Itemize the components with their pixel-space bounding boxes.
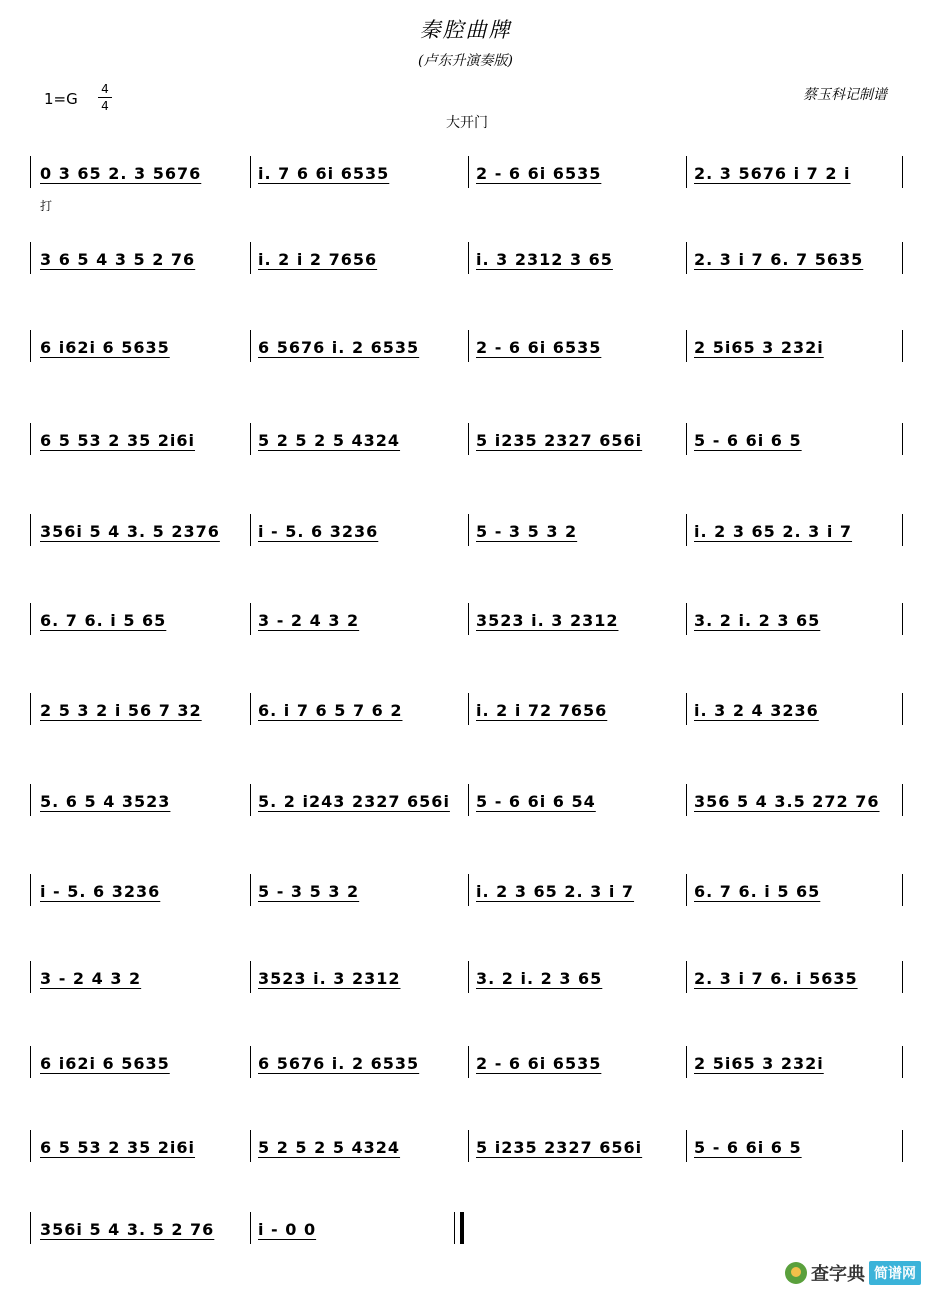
barline — [468, 693, 469, 725]
staff-row — [0, 1046, 931, 1086]
barline — [30, 784, 31, 816]
barline — [250, 1130, 251, 1162]
barline — [468, 1046, 469, 1078]
watermark-tag: 简谱网 — [869, 1261, 921, 1285]
measure: i. 3 2 4 3236 — [694, 701, 819, 720]
barline — [460, 1212, 464, 1244]
staff-row — [0, 330, 931, 370]
barline — [902, 1046, 903, 1078]
barline — [902, 874, 903, 906]
measure: i. 2 i 2 7656 — [258, 250, 378, 269]
staff-row — [0, 1130, 931, 1170]
measure: 6 5 53 2 35 2i6i — [40, 1138, 196, 1157]
measure: 6 5676 i. 2 6535 — [258, 338, 420, 357]
barline — [30, 156, 31, 188]
measure: 356i 5 4 3. 5 2 76 — [40, 1220, 215, 1239]
time-signature — [98, 82, 112, 113]
measure: 3523 i. 3 2312 — [258, 969, 401, 988]
barline — [30, 603, 31, 635]
measure: 6. 7 6. i 5 65 — [694, 882, 821, 901]
barline — [30, 242, 31, 274]
time-signature-bottom: 4 — [101, 99, 109, 113]
measure: 3. 2 i. 2 3 65 — [694, 611, 821, 630]
measure: 5 2 5 2 5 4324 — [258, 1138, 401, 1157]
barline — [902, 1130, 903, 1162]
barline — [686, 961, 687, 993]
measure: 3523 i. 3 2312 — [476, 611, 619, 630]
barline — [250, 693, 251, 725]
time-signature-top: 4 — [101, 82, 109, 96]
measure: 2. 3 i 7 6. 7 5635 — [694, 250, 864, 269]
measure: 0 3 65 2. 3 5676 — [40, 164, 202, 183]
staff-row — [0, 693, 931, 733]
barline — [468, 514, 469, 546]
barline — [250, 874, 251, 906]
measure: 5 i235 2327 656i — [476, 431, 643, 450]
key-signature: 1=G — [44, 90, 78, 108]
staff-row — [0, 1212, 931, 1252]
barline — [30, 514, 31, 546]
barline — [902, 693, 903, 725]
barline — [30, 1046, 31, 1078]
measure: 6. i 7 6 5 7 6 2 — [258, 701, 403, 720]
barline — [30, 330, 31, 362]
measure: 5 - 6 6i 6 54 — [476, 792, 596, 811]
measure: i. 3 2312 3 65 — [476, 250, 613, 269]
barline — [686, 693, 687, 725]
measure: 6 5676 i. 2 6535 — [258, 1054, 420, 1073]
measure: 3 - 2 4 3 2 — [258, 611, 360, 630]
barline — [686, 1130, 687, 1162]
staff-row — [0, 242, 931, 282]
measure: i. 2 3 65 2. 3 i 7 — [694, 522, 853, 541]
measure: 5 i235 2327 656i — [476, 1138, 643, 1157]
measure: 5 - 6 6i 6 5 — [694, 431, 802, 450]
measure: 2 - 6 6i 6535 — [476, 338, 602, 357]
piece-name: 大开门 — [446, 115, 488, 131]
measure: 5. 6 5 4 3523 — [40, 792, 171, 811]
measure: 6 5 53 2 35 2i6i — [40, 431, 196, 450]
barline — [902, 423, 903, 455]
percussion-marking: 打 — [40, 199, 53, 213]
measure: 2 5i65 3 232i — [694, 338, 824, 357]
measure: 3. 2 i. 2 3 65 — [476, 969, 603, 988]
barline — [686, 330, 687, 362]
barline — [902, 514, 903, 546]
barline — [30, 874, 31, 906]
measure: 5 - 3 5 3 2 — [258, 882, 360, 901]
measure: 2. 3 i 7 6. i 5635 — [694, 969, 858, 988]
barline — [30, 423, 31, 455]
measure: i. 7 6 6i 6535 — [258, 164, 390, 183]
barline — [686, 242, 687, 274]
barline — [468, 874, 469, 906]
staff-row — [0, 784, 931, 824]
measure: 3 6 5 4 3 5 2 76 — [40, 250, 196, 269]
barline — [250, 330, 251, 362]
barline — [250, 961, 251, 993]
measure: 2 - 6 6i 6535 — [476, 1054, 602, 1073]
measure: 356i 5 4 3. 5 2376 — [40, 522, 220, 541]
measure: i. 2 i 72 7656 — [476, 701, 608, 720]
barline — [250, 156, 251, 188]
measure: i. 2 3 65 2. 3 i 7 — [476, 882, 635, 901]
measure: 356 5 4 3.5 272 76 — [694, 792, 880, 811]
measure: 5 2 5 2 5 4324 — [258, 431, 401, 450]
measure: i - 0 0 — [258, 1220, 317, 1239]
barline — [468, 961, 469, 993]
barline — [686, 603, 687, 635]
score-subtitle: (卢东升演奏版) — [418, 53, 513, 69]
score-title: 秦腔曲牌 — [419, 18, 512, 42]
barline — [468, 330, 469, 362]
transcriber-credit: 蔡玉科记制谱 — [803, 87, 887, 103]
barline — [686, 1046, 687, 1078]
measure: 2 - 6 6i 6535 — [476, 164, 602, 183]
barline — [30, 1212, 31, 1244]
measure: i - 5. 6 3236 — [40, 882, 161, 901]
barline — [468, 156, 469, 188]
barline — [468, 242, 469, 274]
measure: 2 5 3 2 i 56 7 32 — [40, 701, 202, 720]
measure: 5 - 3 5 3 2 — [476, 522, 578, 541]
measure: 3 - 2 4 3 2 — [40, 969, 142, 988]
barline — [468, 423, 469, 455]
staff-row — [0, 156, 931, 196]
barline — [686, 514, 687, 546]
measure: i - 5. 6 3236 — [258, 522, 379, 541]
barline — [902, 330, 903, 362]
barline — [468, 1130, 469, 1162]
measure: 2. 3 5676 i 7 2 i — [694, 164, 851, 183]
barline — [902, 961, 903, 993]
barline — [30, 961, 31, 993]
staff-row — [0, 874, 931, 914]
barline — [686, 874, 687, 906]
barline — [250, 784, 251, 816]
barline — [468, 603, 469, 635]
measure: 5 - 6 6i 6 5 — [694, 1138, 802, 1157]
site-logo-icon — [785, 1262, 807, 1284]
watermark-main: 查字典 — [811, 1264, 865, 1285]
barline — [902, 603, 903, 635]
barline — [902, 784, 903, 816]
measure: 2 5i65 3 232i — [694, 1054, 824, 1073]
barline — [454, 1212, 455, 1244]
barline — [468, 784, 469, 816]
barline — [902, 156, 903, 188]
barline — [686, 423, 687, 455]
barline — [686, 784, 687, 816]
staff-row — [0, 514, 931, 554]
barline — [250, 514, 251, 546]
staff-row — [0, 961, 931, 1001]
barline — [30, 1130, 31, 1162]
measure: 6. 7 6. i 5 65 — [40, 611, 167, 630]
barline — [250, 423, 251, 455]
measure: 6 i62i 6 5635 — [40, 1054, 170, 1073]
barline — [250, 242, 251, 274]
staff-row — [0, 423, 931, 463]
barline — [250, 1046, 251, 1078]
measure: 5. 2 i243 2327 656i — [258, 792, 450, 811]
barline — [30, 693, 31, 725]
barline — [686, 156, 687, 188]
barline — [250, 603, 251, 635]
measure: 6 i62i 6 5635 — [40, 338, 170, 357]
barline — [250, 1212, 251, 1244]
barline — [902, 242, 903, 274]
watermark — [785, 1260, 921, 1286]
staff-row — [0, 603, 931, 643]
